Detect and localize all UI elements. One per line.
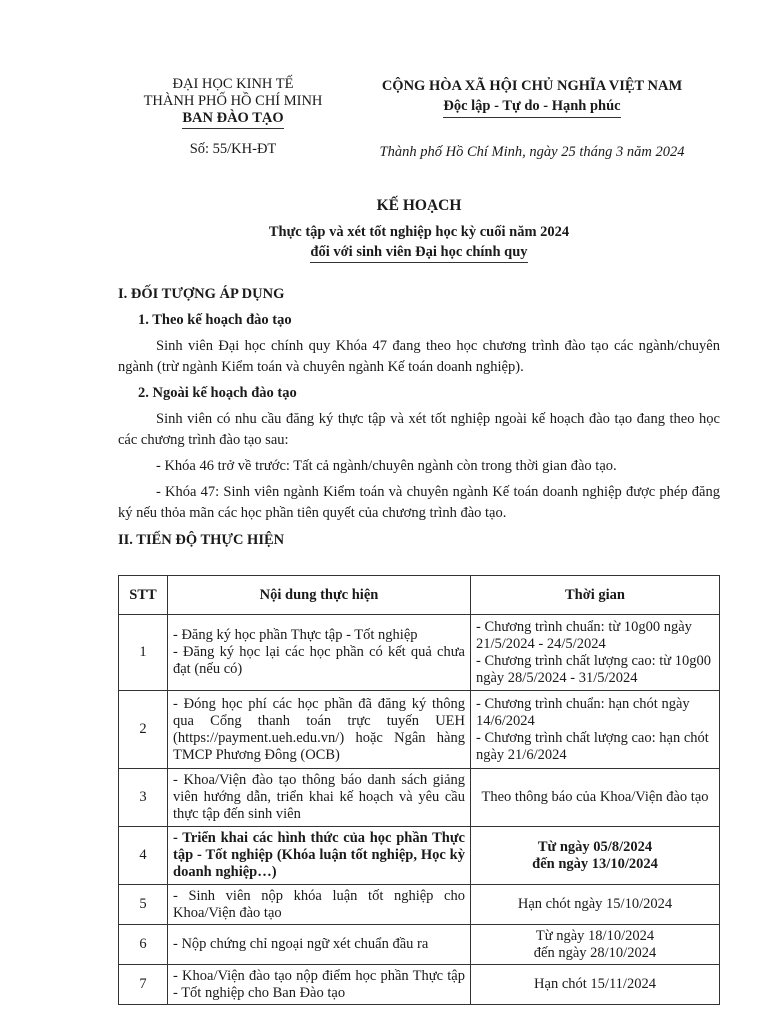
row-stt: 4 [119, 827, 168, 885]
row-content-line: - Sinh viên nộp khóa luận tốt nghiệp cho Khoa/Viện đào tạo [173, 887, 465, 921]
table-row [119, 769, 720, 827]
row-time-line: Hạn chót ngày 15/10/2024 [517, 896, 673, 912]
row-time-line: - Chương trình chuẩn: từ 10g00 ngày 21/5/2024 - 24/5/2024 [476, 618, 692, 652]
row-content [168, 965, 471, 1005]
row-time-line: - Chương trình chuẩn: hạn chót ngày 14/6/2024 [476, 695, 690, 729]
issue-date: Thành phố Hồ Chí Minh, ngày 25 tháng 3 năm 2024 [379, 144, 685, 160]
table-header-row [119, 576, 720, 615]
row-time [471, 691, 720, 769]
title-line3: đối với sinh viên Đại học chính quy [310, 242, 527, 263]
row-time-line: - Chương trình chất lượng cao: hạn chót ngày 21/6/2024 [476, 729, 709, 763]
body-content [118, 284, 720, 551]
row-time-line: Từ ngày 05/8/2024 [537, 838, 653, 855]
document-title [118, 196, 720, 263]
motto: Độc lập - Tự do - Hạnh phúc [443, 96, 620, 118]
row-stt: 2 [119, 691, 168, 769]
table-row [119, 827, 720, 885]
row-time-line: đến ngày 13/10/2024 [532, 855, 658, 872]
sub2-bullet2: - Khóa 47: Sinh viên ngành Kiểm toán và chuyên ngành Kế toán doanh nghiệp được phép đăng ký nếu thỏa mãn các học phần tiên quyết của chương trình đào tạo. [118, 484, 720, 521]
row-stt: 1 [119, 615, 168, 691]
row-stt: 6 [119, 925, 168, 965]
row-time-line: Từ ngày 18/10/2024 [535, 927, 655, 944]
section1-heading: I. ĐỐI TƯỢNG ÁP DỤNG [118, 286, 285, 302]
row-time [471, 885, 720, 925]
table-row [119, 965, 720, 1005]
row-content-line: - Khoa/Viện đào tạo thông báo danh sách giảng viên hướng dẫn, triển khai kế hoạch và yêu cầu thực tập đến sinh viên [173, 772, 465, 822]
schedule-table [118, 575, 720, 1005]
row-content [168, 827, 471, 885]
row-content [168, 925, 471, 965]
title-line1: KẾ HOẠCH [376, 197, 462, 214]
row-stt: 7 [119, 965, 168, 1005]
row-time [471, 925, 720, 965]
table-row [119, 885, 720, 925]
title-line2: Thực tập và xét tốt nghiệp học kỳ cuối năm 2024 [268, 224, 570, 240]
table-row [119, 925, 720, 965]
row-content-line: - Khoa/Viện đào tạo nộp điểm học phần Thực tập - Tốt nghiệp cho Ban Đào tạo [173, 967, 465, 1001]
row-time-line: đến ngày 28/10/2024 [533, 944, 657, 961]
sub2-text: Sinh viên có nhu cầu đăng ký thực tập và xét tốt nghiệp ngoài kế hoạch đào tạo đang theo học các chương trình đào tạo sau: [118, 411, 720, 448]
row-content [168, 691, 471, 769]
col-header-time: Thời gian [471, 576, 720, 615]
row-content-line: - Đăng ký học lại các học phần có kết quả chưa đạt (nếu có) [173, 644, 465, 677]
col-header-stt: STT [119, 576, 168, 615]
row-time-line: - Chương trình chất lượng cao: từ 10g00 ngày 28/5/2024 - 31/5/2024 [476, 652, 712, 686]
department: BAN ĐÀO TẠO [182, 110, 283, 129]
sub1-heading: 1. Theo kế hoạch đào tạo [138, 312, 292, 328]
row-time [471, 769, 720, 827]
section2-heading: II. TIẾN ĐỘ THỰC HIỆN [118, 532, 285, 548]
row-time-line: Hạn chót 15/11/2024 [534, 976, 656, 992]
row-content [168, 615, 471, 691]
org-line1: ĐẠI HỌC KINH TẾ [172, 76, 294, 92]
sub2-heading: 2. Ngoài kế hoạch đào tạo [138, 385, 297, 401]
row-time [471, 827, 720, 885]
table-row [119, 615, 720, 691]
sub2-bullet1: - Khóa 46 trở về trước: Tất cả ngành/chuyên ngành còn trong thời gian đào tạo. [156, 458, 617, 474]
table-row [119, 691, 720, 769]
row-content [168, 885, 471, 925]
row-time [471, 965, 720, 1005]
col-header-content: Nội dung thực hiện [168, 576, 471, 615]
row-content-line: - Đóng học phí các học phần đã đăng ký thông qua Cổng thanh toán trực tuyến UEH (https://payment.ueh.edu.vn/) hoặc Ngân hàng TMCP Phương Đông (OCB) [173, 695, 465, 763]
row-time-line: Theo thông báo của Khoa/Viện đào tạo [481, 789, 709, 805]
row-stt: 3 [119, 769, 168, 827]
sub1-text: Sinh viên Đại học chính quy Khóa 47 đang theo học chương trình đào tạo các ngành/chuyên ngành (trừ ngành Kiểm toán và chuyên ngành Kế toán doanh nghiệp). [118, 338, 720, 375]
row-content [168, 769, 471, 827]
national-block [352, 76, 712, 162]
row-content-line: - Triển khai các hình thức của học phần Thực tập - Tốt nghiệp (Khóa luận tốt nghiệp, Học kỳ doanh nghiệp…) [173, 830, 465, 880]
row-content-line: - Nộp chứng chỉ ngoại ngữ xét chuẩn đầu ra [173, 936, 429, 952]
row-content-line: - Đăng ký học phần Thực tập - Tốt nghiệp [173, 627, 418, 643]
row-time [471, 615, 720, 691]
row-stt: 5 [119, 885, 168, 925]
doc-number: Số: 55/KH-ĐT [189, 141, 277, 157]
issuer-block [118, 76, 348, 158]
nation-name: CỘNG HÒA XÃ HỘI CHỦ NGHĨA VIỆT NAM [381, 78, 683, 94]
org-line2: THÀNH PHỐ HỒ CHÍ MINH [143, 93, 323, 109]
